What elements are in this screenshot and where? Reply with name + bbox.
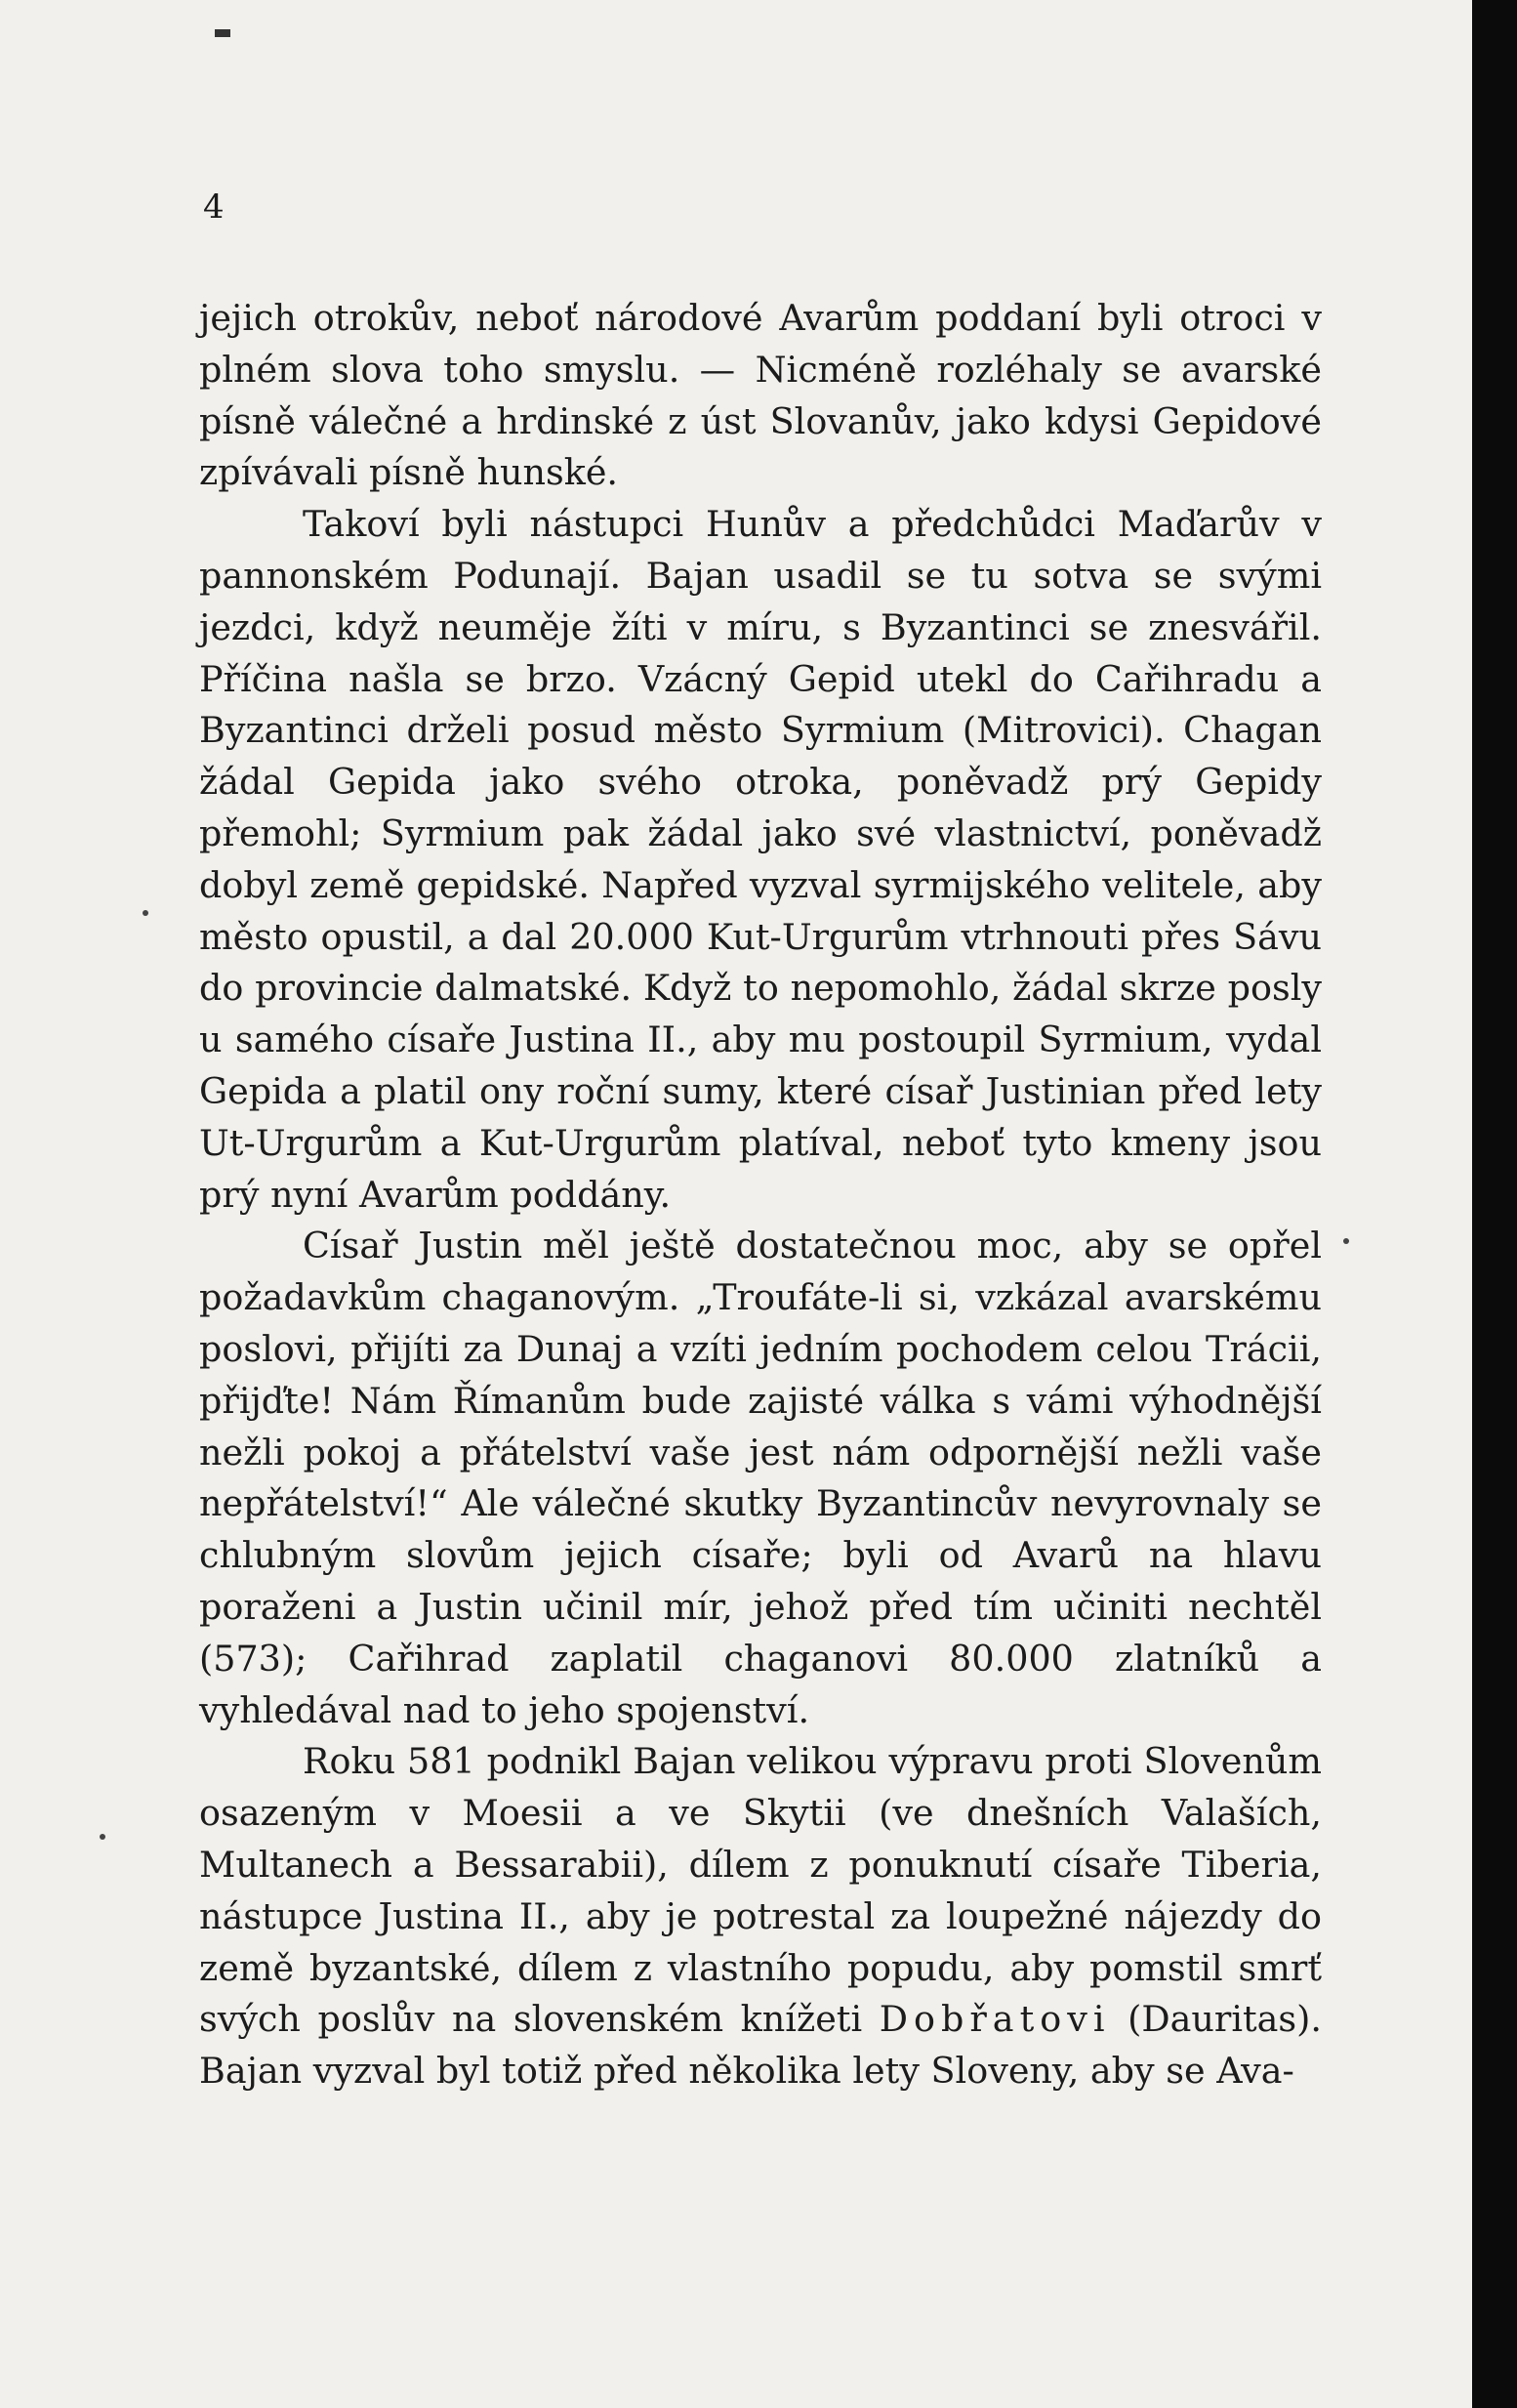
scan-speck	[100, 1834, 105, 1840]
paragraph-4-end: (Dauritas). Bajan vyzval byl totiž před několika lety Sloveny, aby se Ava-	[199, 1998, 1323, 2093]
scan-speck	[1343, 1238, 1349, 1244]
body-text	[199, 293, 1322, 2097]
paragraph-4	[199, 1736, 1322, 2097]
scan-mark	[215, 29, 230, 37]
page-edge-shadow	[1472, 0, 1517, 2408]
paragraph-4-start: Roku 581 podnikl Bajan velikou výpravu proti Slovenům osazeným v Moesii a ve Skytii (ve dnešních Valaších, Multanech a Bessarabii), dílem z ponuknutí císaře Tiberia, nástupce Justina II., aby je potrestal za loupežné nájezdy do země byzantské, dílem z vlastního popudu, aby pomstil smrť svých poslův na slovenském knížeti	[199, 1740, 1322, 2041]
paragraph-2: Takoví byli nástupci Hunův a předchůdci Maďarův v pannonském Podunají. Bajan usadil se tu sotva se svými jezdci, když neuměje žíti v míru, s Byzantinci se znesvářil. Příčina našla se brzo. Vzácný Gepid utekl do Cařihradu a Byzantinci drželi posud město Syrmium (Mitrovici). Chagan žádal Gepida jako svého otroka, poněvadž prý Gepidy přemohl; Syrmium pak žádal jako své vlastnictví, poněvadž dobyl země gepidské. Napřed vyzval syrmijského velitele, aby město opustil, a dal 20.000 Kut-Urgurům vtrhnouti přes Sávu do provincie dalmatské. Když to nepomohlo, žádal skrze posly u samého císaře Justina II., aby mu postoupil Syrmium, vydal Gepida a platil ony roční sumy, které císař Justinian před lety Ut-Urgurům a Kut-Urgurům platíval, neboť tyto kmeny jsou prý nyní Avarům poddány.	[199, 503, 1322, 1216]
page-number: 4	[203, 187, 225, 227]
paragraph-3: Císař Justin měl ještě dostatečnou moc, aby se opřel požadavkům chaganovým. „Troufáte-li si, vzkázal avarskému poslovi, přijíti za Dunaj a vzíti jedním pochodem celou Trácii, přijďte! Nám Římanům bude zajisté válka s vámi výhodnější nežli pokoj a přátelství vaše jest nám odpornější nežli vaše nepřátelství!“ Ale válečné skutky Byzantincův nevyrovnaly se chlubným slovům jejich císaře; byli od Avarů na hlavu poraženi a Justin učinil mír, jehož před tím učiniti nechtěl (573); Cařihrad zaplatil chaganovi 80.000 zlatníků a vyhledával nad to jeho spojenství.	[199, 1225, 1322, 1731]
spaced-name: Dobřatovi	[879, 1998, 1111, 2041]
paragraph-1: jejich otrokův, neboť národové Avarům poddaní byli otroci v plném slova toho smyslu. — Nicméně rozléhaly se avarské písně válečné a hrdinské z úst Slovanův, jako kdysi Gepidové zpívávali písně hunské.	[199, 297, 1322, 494]
scan-speck	[143, 910, 148, 916]
